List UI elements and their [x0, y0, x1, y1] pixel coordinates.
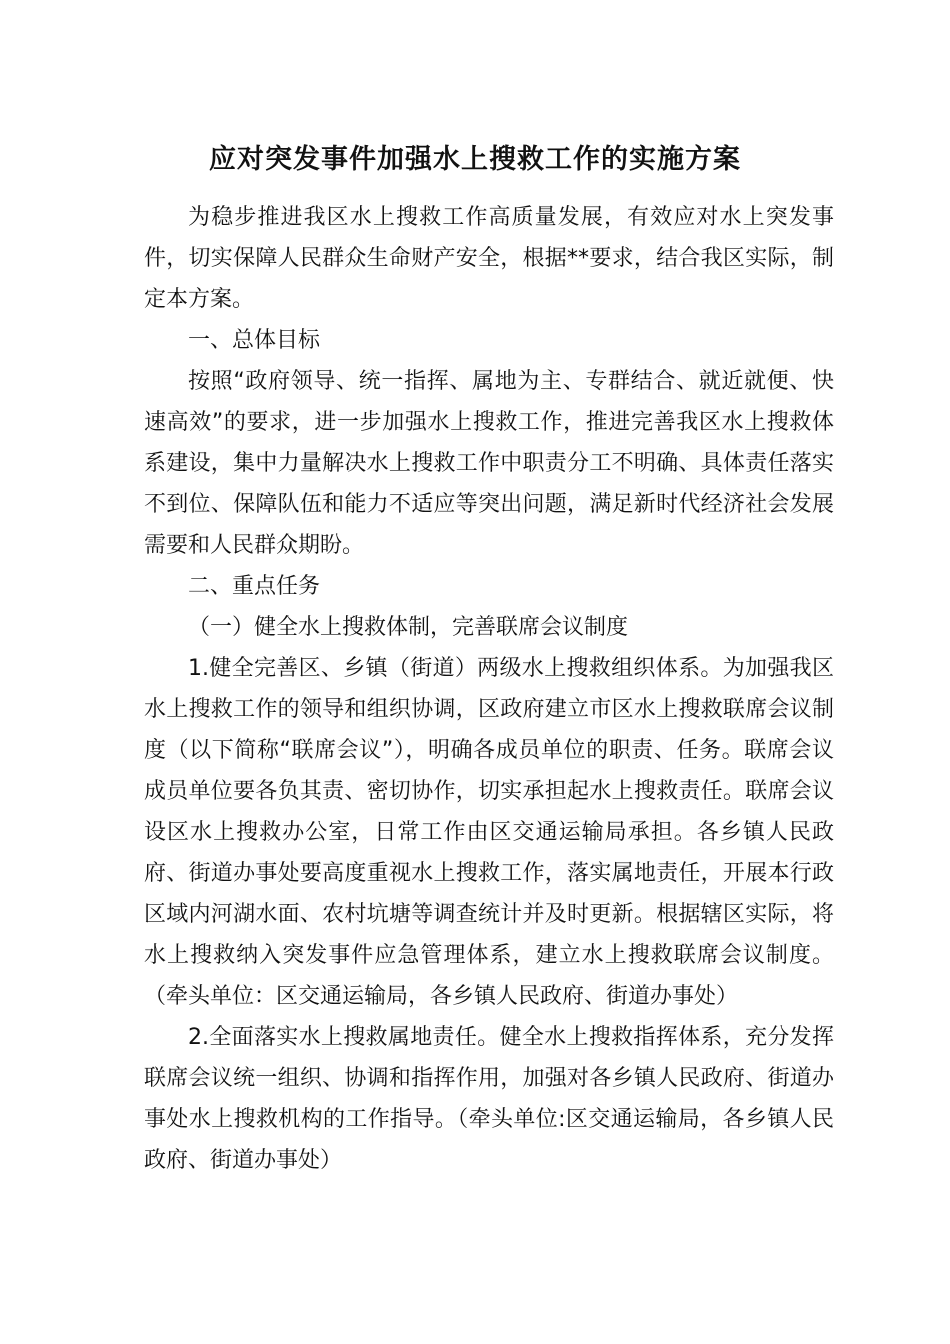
section-heading-key-tasks: 二、重点任务	[188, 574, 321, 599]
task-item-1-paragraph: 1.健全完善区、乡镇（街道）两级水上搜救组织体系。为加强我区水上搜救工作的领导和组织协调，区政府建立市区水上搜救联席会议制度（以下简称“联席会议”），明确各成员单位的职责、任务。联席会议成员单位要各负其责、密切协作，切实承担起水上搜救责任。联席会议设区水上搜救办公室，日常工作由区交通运输局承担。各乡镇人民政府、街道办事处要高度重视水上搜救工作，落实属地责任，开展本行政区域内河湖水面、农村坑塘等调查统计并及时更新。根据辖区实际，将水上搜救纳入突发事件应急管理体系，建立水上搜救联席会议制度。（牵头单位：区交通运输局，各乡镇人民政府、街道办事处）	[144, 656, 834, 1009]
task-item-2-paragraph: 2.全面落实水上搜救属地责任。健全水上搜救指挥体系，充分发挥联席会议统一组织、协调和指挥作用，加强对各乡镇人民政府、街道办事处水上搜救机构的工作指导。（牵头单位:区交通运输局，各乡镇人民政府、街道办事处）	[144, 1025, 834, 1173]
intro-paragraph: 为稳步推进我区水上搜救工作高质量发展，有效应对水上突发事件，切实保障人民群众生命财产安全，根据**要求，结合我区实际，制定本方案。	[144, 205, 834, 312]
document-title: 应对突发事件加强水上搜救工作的实施方案	[209, 144, 741, 175]
section-heading-overall-goal: 一、总体目标	[188, 328, 321, 353]
subsection-heading-1: （一）健全水上搜救体制，完善联席会议制度	[188, 615, 629, 640]
document-body	[144, 197, 834, 1181]
overall-goal-paragraph: 按照“政府领导、统一指挥、属地为主、专群结合、就近就便、快速高效”的要求，进一步加强水上搜救工作，推进完善我区水上搜救体系建设，集中力量解决水上搜救工作中职责分工不明确、具体责任落实不到位、保障队伍和能力不适应等突出问题，满足新时代经济社会发展需要和人民群众期盼。	[144, 369, 834, 558]
